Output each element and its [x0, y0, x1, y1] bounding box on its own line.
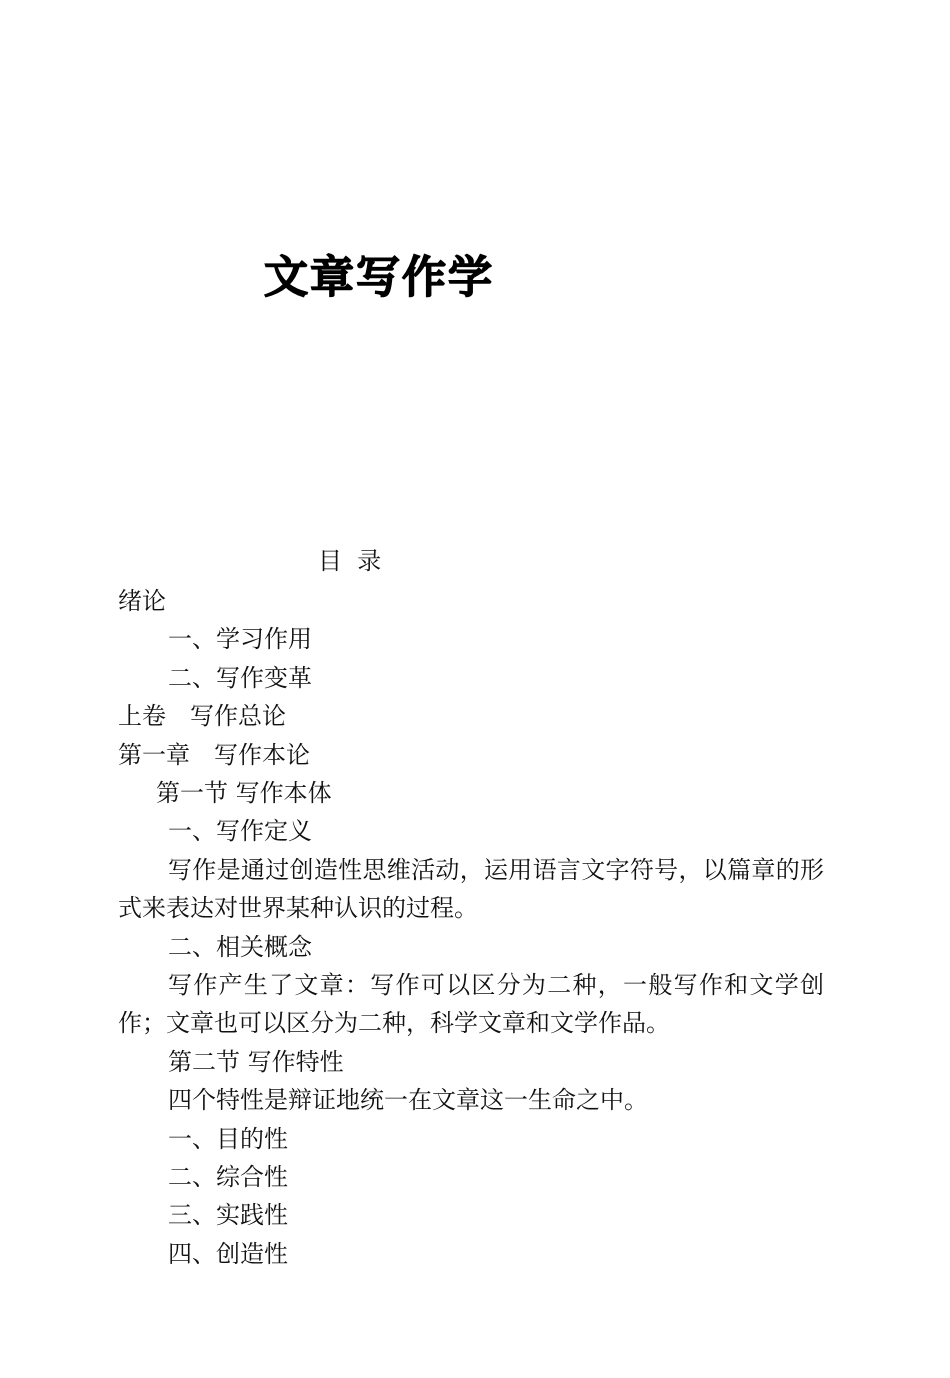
toc-heading: 目 录 [318, 547, 382, 575]
toc-line-study-role: 一、学习作用 [168, 625, 312, 654]
toc-line-section-one: 第一节 写作本体 [156, 778, 332, 807]
toc-content [118, 582, 824, 1273]
document-title: 文章写作学 [264, 252, 494, 303]
paragraph-concepts: 写作产生了文章：写作可以区分为二种，一般写作和文学创作；文章也可以区分为二种，科学文章和文学作品。 [118, 970, 824, 1038]
paragraph-definition: 写作是通过创造性思维活动，运用语言文字符号，以篇章的形式来表达对世界某种认识的过程。 [118, 855, 824, 923]
toc-line-practice: 三、实践性 [168, 1201, 288, 1230]
toc-line-volume-one: 上卷 写作总论 [118, 702, 286, 731]
toc-line-section-two: 第二节 写作特性 [168, 1047, 344, 1076]
toc-line-creativity: 四、创造性 [168, 1239, 288, 1268]
toc-line-four-traits: 四个特性是辩证地统一在文章这一生命之中。 [168, 1086, 648, 1115]
toc-line-related-concepts: 二、相关概念 [168, 932, 312, 961]
toc-line-synthesis: 二、综合性 [168, 1162, 288, 1191]
toc-line-writing-definition: 一、写作定义 [168, 817, 312, 846]
toc-line-purpose: 一、目的性 [168, 1124, 288, 1153]
toc-line-chapter-one: 第一章 写作本论 [118, 740, 310, 769]
toc-line-writing-reform: 二、写作变革 [168, 663, 312, 692]
toc-line-intro: 绪论 [118, 587, 166, 615]
